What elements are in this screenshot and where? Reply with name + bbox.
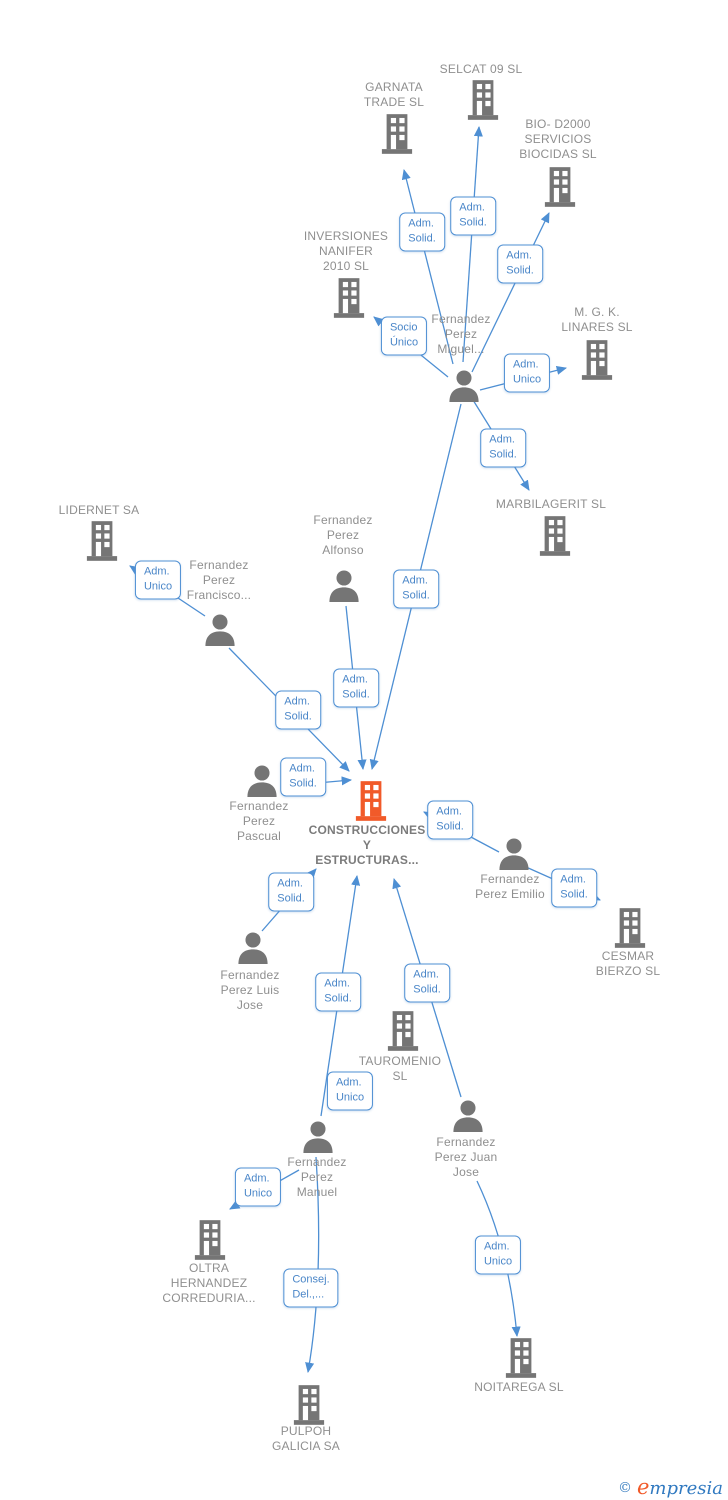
label-line: Alfonso: [322, 543, 364, 557]
label-line: CONSTRUCCIONES: [308, 823, 426, 837]
relation-box-adm-solid-juanjose-central[interactable]: [404, 964, 450, 1003]
company-label-selcat: [440, 62, 523, 77]
person-label-francisco: [187, 558, 251, 603]
label-line: Fernandez: [189, 558, 249, 572]
relation-label-line: Socio: [389, 321, 418, 334]
company-label-noitarega: [474, 1380, 564, 1395]
label-line: BIERZO SL: [595, 964, 661, 978]
label-line: Perez: [444, 327, 478, 341]
label-line: BIO- D2000: [525, 117, 591, 131]
relation-label-line: Solid.: [436, 820, 464, 833]
label-line: Fernandez: [229, 799, 289, 813]
building-icon-mgk[interactable]: [580, 340, 614, 380]
label-line: Jose: [452, 1165, 480, 1179]
relation-box-adm-solid-miguel-marbilagerit[interactable]: [480, 429, 526, 468]
label-line: Perez: [242, 814, 276, 828]
label-line: Fernandez: [436, 1135, 496, 1149]
relation-label-line: Unico: [243, 1187, 273, 1200]
relation-label-line: Solid.: [402, 589, 430, 602]
label-line: Perez: [300, 1170, 334, 1184]
relation-label-line: Solid.: [324, 992, 352, 1005]
company-label-nanifer: [304, 229, 388, 274]
label-line: PULPOH: [280, 1424, 332, 1438]
company-label-cesmar: [596, 949, 660, 979]
label-line: Francisco...: [186, 588, 252, 602]
building-icon-noitarega[interactable]: [504, 1338, 538, 1378]
company-label-biod2000: [519, 117, 597, 162]
building-icon-pulpoh[interactable]: [292, 1385, 326, 1425]
label-line: CESMAR: [601, 949, 655, 963]
company-label-garnata: [364, 80, 424, 110]
relation-label-line: Unico: [512, 373, 542, 386]
label-line: 2010 SL: [322, 259, 370, 273]
label-line: TAUROMENIO: [358, 1054, 442, 1068]
label-line: CORREDURIA...: [162, 1291, 256, 1305]
label-line: NANIFER: [318, 244, 374, 258]
label-line: TRADE SL: [363, 95, 425, 109]
label-line: Fernandez: [313, 513, 373, 527]
relation-box-adm-unico-miguel-mgk[interactable]: [504, 354, 550, 393]
building-icon-nanifer[interactable]: [332, 278, 366, 318]
person-label-emilio: [475, 872, 545, 902]
relation-label-line: Único: [389, 336, 419, 349]
relation-label-line: Adm.: [324, 977, 350, 990]
relation-label-line: Adm.: [483, 1240, 510, 1253]
person-icon-emilio[interactable]: [497, 838, 531, 870]
label-line: Y: [362, 838, 372, 852]
label-line: SELCAT 09 SL: [439, 62, 523, 76]
company-label-lidernet: [59, 503, 140, 518]
relation-box-adm-solid-alfonso-central[interactable]: [333, 669, 379, 708]
building-icon-biod2000[interactable]: [543, 167, 577, 207]
label-line: SERVICIOS: [524, 132, 592, 146]
relation-label-line: Adm.: [277, 877, 303, 890]
building-icon-lidernet[interactable]: [85, 521, 119, 561]
person-label-alfonso: [313, 513, 372, 558]
company-label-oltra: [162, 1261, 255, 1306]
relation-box-consej-del-manuel-pulpoh[interactable]: [283, 1269, 338, 1308]
building-icon-marbilagerit[interactable]: [538, 516, 572, 556]
relation-box-adm-solid-luisjose-central[interactable]: [268, 873, 314, 912]
label-line: M. G. K.: [574, 305, 620, 319]
label-line: Fernandez: [287, 1155, 347, 1169]
relation-box-adm-solid-miguel-biod2000[interactable]: [497, 245, 543, 284]
building-icon-selcat[interactable]: [466, 80, 500, 120]
person-label-pascual: [229, 799, 288, 844]
label-line: Perez Luis: [220, 983, 280, 997]
relation-box-adm-solid-miguel-central[interactable]: [393, 570, 439, 609]
person-label-luisjose: [220, 968, 279, 1013]
relation-box-adm-unico-manuel-tauromenio[interactable]: [327, 1072, 373, 1111]
relation-label-line: Unico: [335, 1091, 365, 1104]
label-line: Jose: [236, 998, 264, 1012]
company-label-central: [309, 823, 426, 868]
label-line: Miguel...: [437, 342, 485, 356]
person-label-manuel: [287, 1155, 346, 1200]
label-line: Fernandez: [431, 312, 491, 326]
relation-label-line: Adm.: [436, 805, 462, 818]
relation-label-line: Adm.: [506, 249, 532, 262]
label-line: INVERSIONES: [303, 229, 389, 243]
label-line: Perez Juan: [434, 1150, 498, 1164]
relation-label-line: Adm.: [289, 762, 315, 775]
building-icon-oltra[interactable]: [193, 1220, 227, 1260]
label-line: NOITAREGA SL: [474, 1380, 564, 1394]
label-line: Perez Emilio: [475, 887, 545, 901]
relation-label-line: Adm.: [459, 201, 485, 214]
relation-label-line: Adm.: [284, 695, 310, 708]
person-icon-pascual[interactable]: [245, 765, 279, 797]
company-label-pulpoh: [272, 1424, 340, 1454]
relation-label-line: Solid.: [284, 710, 312, 723]
label-line: Fernandez: [220, 968, 280, 982]
relation-label-line: Adm.: [243, 1172, 270, 1185]
label-line: OLTRA: [188, 1261, 230, 1275]
relation-label-line: Solid.: [277, 892, 305, 905]
relation-box-adm-solid-pascual-central[interactable]: [280, 758, 326, 797]
relation-box-adm-solid-emilio-central[interactable]: [427, 801, 473, 840]
brand-name: mpresia: [649, 1478, 723, 1499]
relation-label-line: Adm.: [335, 1076, 362, 1089]
relation-box-adm-unico-francisco-lidernet[interactable]: [135, 561, 181, 600]
label-line: GALICIA SA: [271, 1439, 341, 1453]
relation-label-line: Solid.: [289, 777, 317, 790]
label-line: LIDERNET SA: [58, 503, 140, 517]
label-line: Perez: [202, 573, 236, 587]
relation-box-adm-unico-manuel-oltra[interactable]: [235, 1168, 281, 1207]
relation-box-adm-solid-emilio-cesmar[interactable]: [551, 869, 597, 908]
relation-label-line: Solid.: [560, 888, 588, 901]
relation-label-line: Adm.: [489, 433, 515, 446]
person-icon-alfonso[interactable]: [327, 570, 361, 602]
relation-label-line: Adm.: [560, 873, 586, 886]
label-line: Manuel: [296, 1185, 338, 1199]
relation-label-line: Solid.: [459, 216, 487, 229]
relation-box-adm-unico-juanjose-noitarega[interactable]: [475, 1236, 521, 1275]
relation-label-line: Adm.: [408, 217, 434, 230]
label-line: BIOCIDAS SL: [519, 147, 597, 161]
label-line: GARNATA: [365, 80, 423, 94]
label-line: ESTRUCTURAS...: [315, 853, 419, 867]
person-icon-miguel[interactable]: [447, 370, 481, 402]
relation-label-line: Adm.: [413, 968, 439, 981]
relation-label-line: Del.,...: [292, 1288, 325, 1301]
relation-box-adm-solid-miguel-selcat[interactable]: [450, 197, 496, 236]
relation-box-socio-unico-miguel-nanifer[interactable]: [381, 317, 427, 356]
relation-label-line: Solid.: [342, 688, 370, 701]
brand-initial: e: [636, 1475, 650, 1499]
label-line: HERNANDEZ: [170, 1276, 248, 1290]
label-line: Fernandez: [480, 872, 540, 886]
label-line: Pascual: [236, 829, 282, 843]
building-icon-tauromenio[interactable]: [386, 1011, 420, 1051]
relation-box-adm-solid-miguel-garnata[interactable]: [399, 213, 445, 252]
relation-label-line: Unico: [143, 580, 173, 593]
building-icon-garnata[interactable]: [380, 114, 414, 154]
relation-label-line: Solid.: [413, 983, 441, 996]
company-label-marbilagerit: [496, 497, 606, 512]
company-label-mgk: [561, 305, 632, 335]
person-icon-francisco[interactable]: [203, 614, 237, 646]
relation-label-line: Adm.: [342, 673, 368, 686]
label-line: LINARES SL: [561, 320, 633, 334]
label-line: SL: [392, 1069, 408, 1083]
relation-label-line: Unico: [483, 1255, 513, 1268]
relation-label-line: Adm.: [143, 565, 170, 578]
building-icon-cesmar[interactable]: [613, 908, 647, 948]
person-label-miguel: [431, 312, 490, 357]
building-icon-central[interactable]: [354, 781, 388, 821]
relation-label-line: Adm.: [512, 358, 539, 371]
relation-label-line: Solid.: [408, 232, 436, 245]
relation-label-line: Solid.: [489, 448, 517, 461]
relation-box-adm-solid-manuel-central[interactable]: [315, 973, 361, 1012]
person-icon-juanjose[interactable]: [451, 1100, 485, 1132]
label-line: Perez: [326, 528, 360, 542]
relation-label-line: Adm.: [402, 574, 428, 587]
label-line: MARBILAGERIT SL: [495, 497, 607, 511]
relation-label-line: Solid.: [506, 264, 534, 277]
person-icon-manuel[interactable]: [301, 1121, 335, 1153]
copyright-icon: ©: [617, 1480, 632, 1496]
relation-box-adm-solid-francisco-central[interactable]: [275, 691, 321, 730]
person-icon-luisjose[interactable]: [236, 932, 270, 964]
empresia-logo: [618, 1475, 723, 1499]
relation-label-line: Consej.: [292, 1273, 330, 1286]
person-label-juanjose: [435, 1135, 498, 1180]
